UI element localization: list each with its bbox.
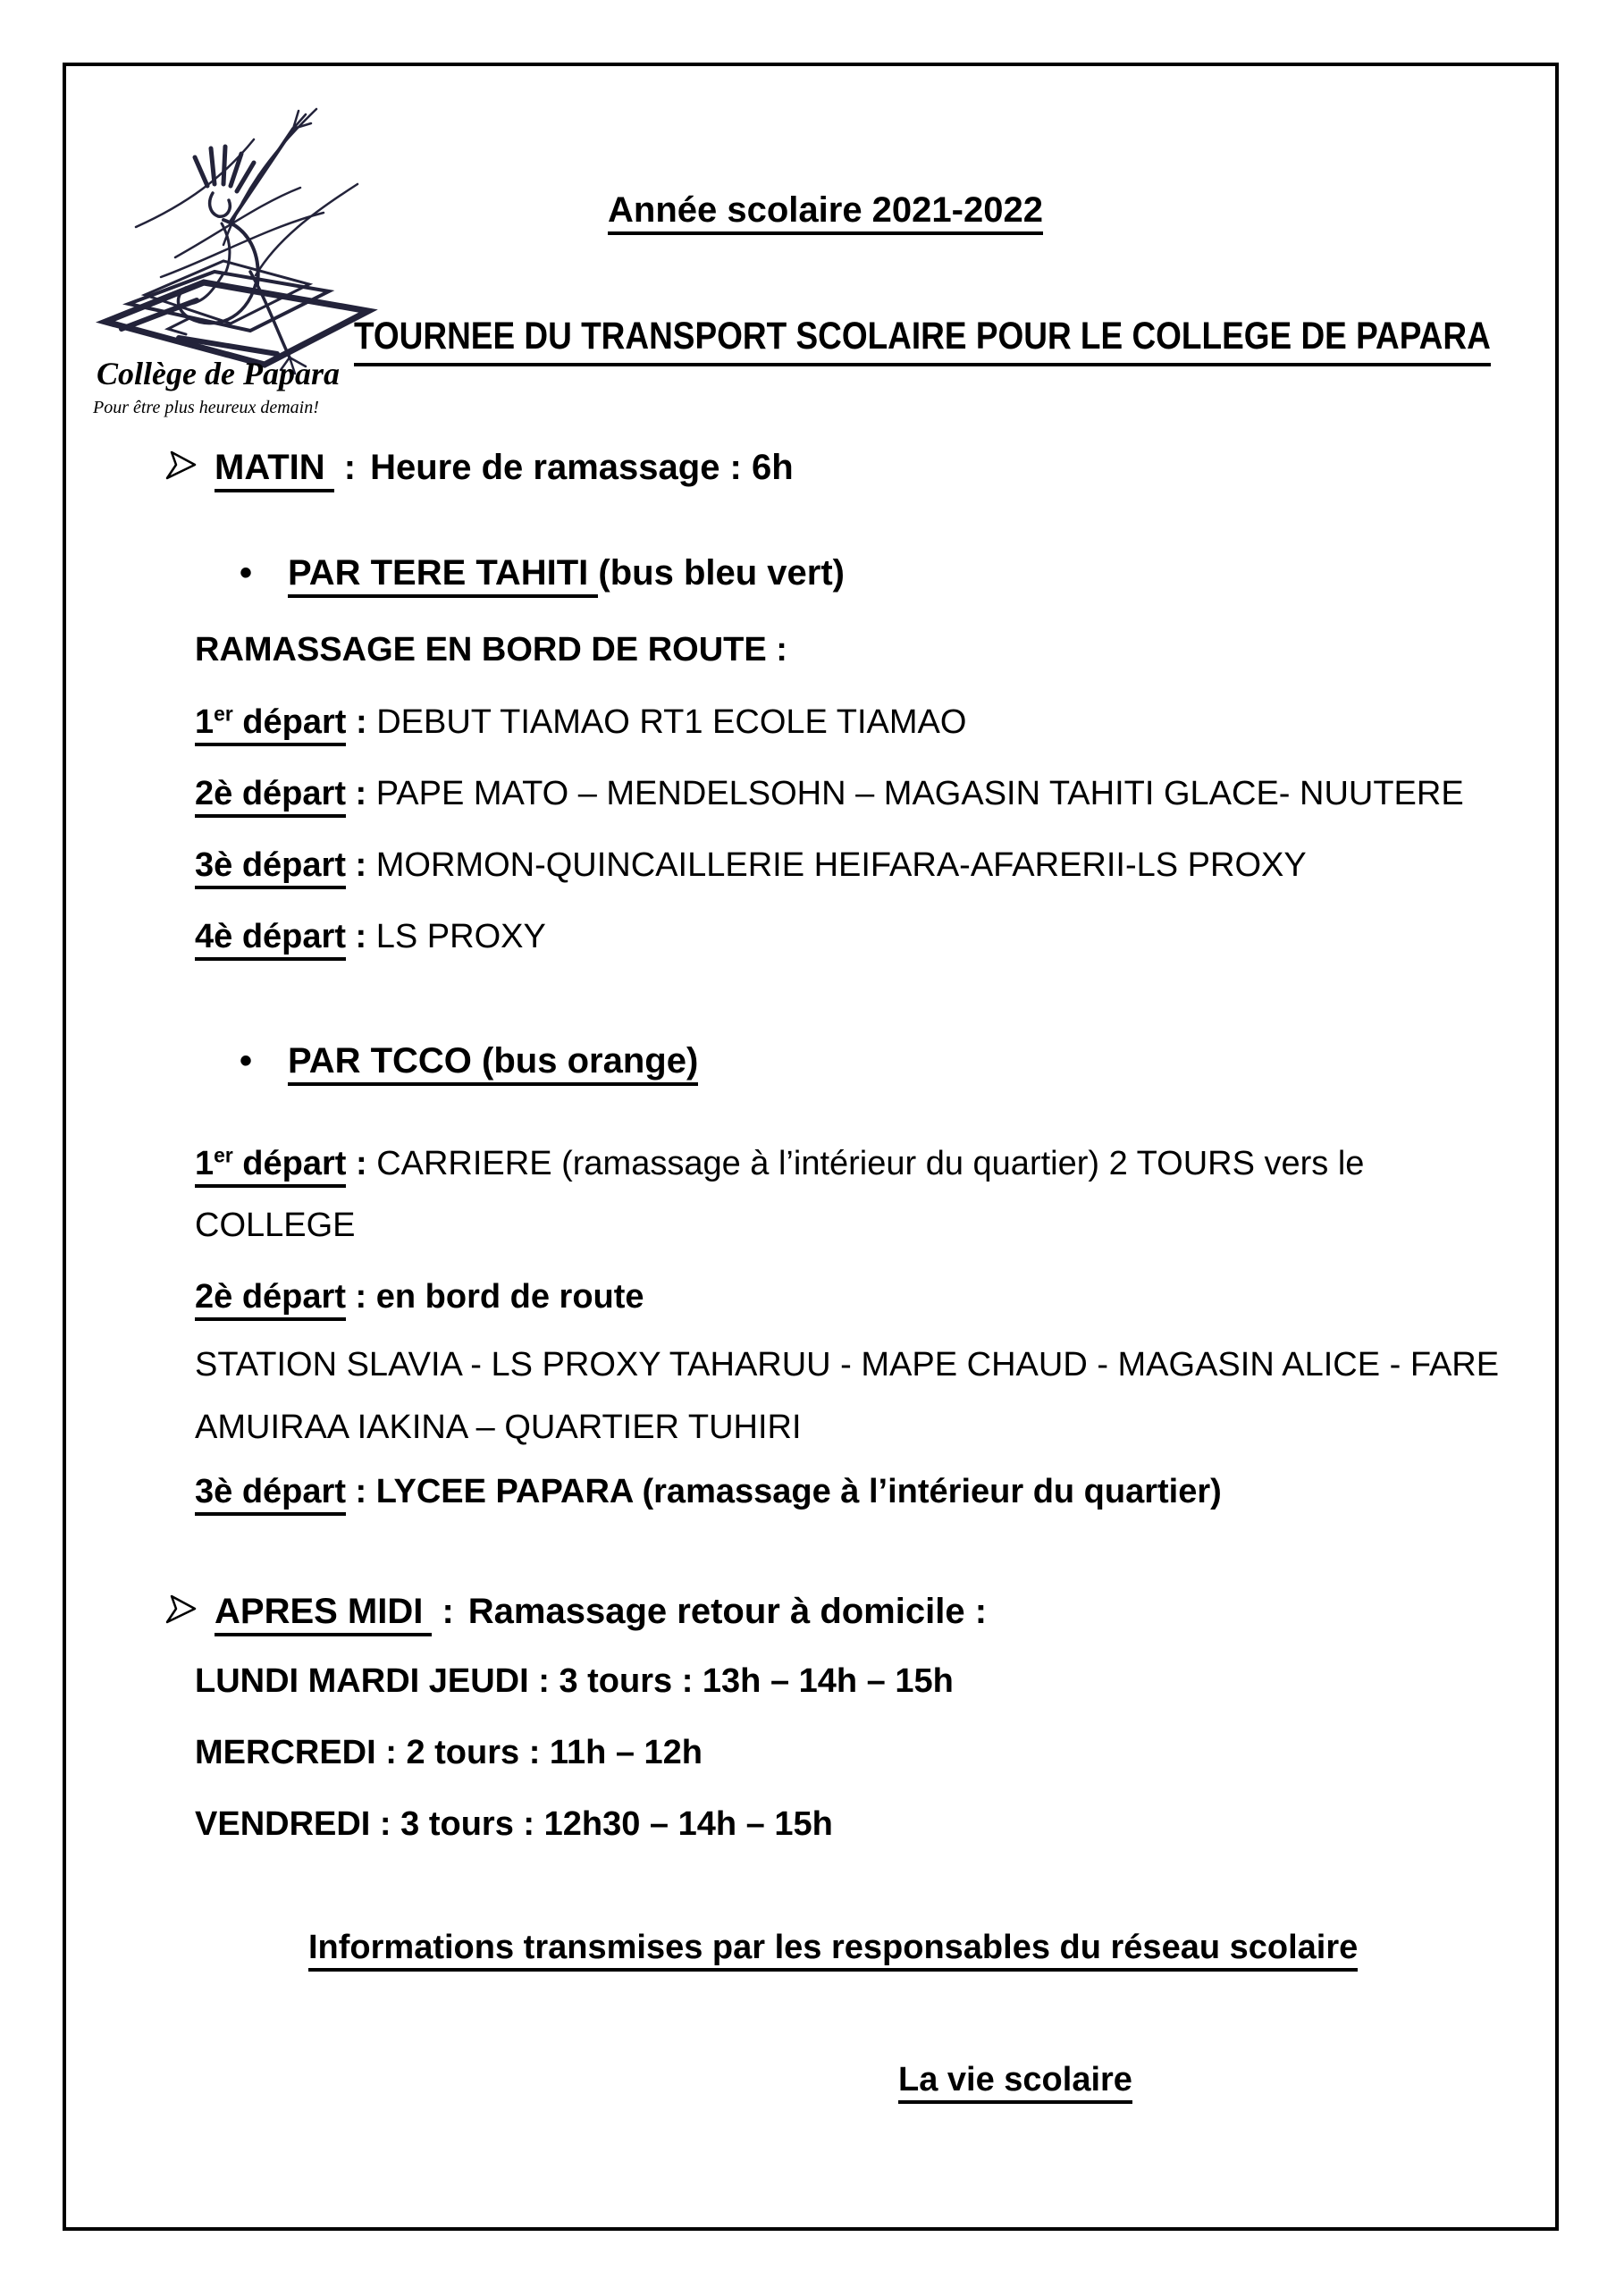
tcco-departure-1-route: CARRIERE (ramassage à l’intérieur du quartier) 2 TOURS vers le COLLEGE (195, 1145, 1365, 1244)
school-year: Année scolaire 2021-2022 (608, 188, 1043, 232)
morning-heading-label: MATIN (215, 448, 334, 492)
tere-tahiti-title: PAR TERE TAHITI (288, 553, 598, 598)
departure-4-route: LS PROXY (375, 918, 546, 955)
document-title: TOURNEE DU TRANSPORT SCOLAIRE POUR LE COLLEGE DE PAPARA (354, 313, 1624, 366)
afternoon-heading (163, 1589, 987, 1634)
departure-1: 1er départ : DEBUT TIAMAO RT1 ECOLE TIAMAO (195, 702, 966, 744)
signature: La vie scolaire (898, 2059, 1132, 2102)
school-logo-illustration (105, 109, 368, 374)
tcco-departure-3-route: LYCEE PAPARA (ramassage à l’intérieur du quartier) (375, 1473, 1222, 1510)
school-motto: Pour être plus heureux demain! (93, 398, 319, 417)
morning-heading-colon: : (333, 448, 357, 487)
roadside-stops: STATION SLAVIA - LS PROXY TAHARUU - MAPE CHAUD - MAGASIN ALICE - FARE AMUIRAA IAKINA – QUARTIER TUHIRI (195, 1346, 1500, 1446)
tcco-departure-3: 3è départ : LYCEE PAPARA (ramassage à l’intérieur du quartier) (195, 1471, 1222, 1514)
departure-1-label: 1er départ (195, 703, 346, 746)
morning-heading-text: Heure de ramassage : 6h (370, 448, 794, 487)
tere-tahiti-note: (bus bleu vert) (598, 553, 845, 593)
tcco-departure-1: 1er départ : CARRIERE (ramassage à l’intérieur du quartier) 2 TOURS vers le COLLEGE (195, 1143, 1365, 1244)
info-note: Informations transmises par les responsables du réseau scolaire (308, 1927, 1358, 1970)
departure-3-label: 3è départ (195, 846, 346, 889)
afternoon-heading-text: Ramassage retour à domicile : (467, 1592, 988, 1631)
schedule-friday: VENDREDI : 3 tours : 12h30 – 14h – 15h (195, 1805, 833, 1843)
tere-tahiti-bullet (240, 551, 845, 595)
departure-3: 3è départ : MORMON-QUINCAILLERIE HEIFARA-AFARERII-LS PROXY (195, 845, 1307, 887)
morning-heading (163, 445, 794, 490)
bullet-icon: • (240, 1041, 253, 1081)
tcco-departure-2: 2è départ : en bord de route (195, 1276, 644, 1319)
departure-3-route: MORMON-QUINCAILLERIE HEIFARA-AFARERII-LS PROXY (375, 846, 1307, 884)
schedule-wednesday: MERCREDI : 2 tours : 11h – 12h (195, 1734, 703, 1771)
departure-1-route: DEBUT TIAMAO RT1 ECOLE TIAMAO (376, 703, 967, 741)
tcco-title: PAR TCCO (bus orange) (288, 1041, 698, 1086)
school-logo (89, 70, 393, 427)
departure-2-route: PAPE MATO – MENDELSOHN – MAGASIN TAHITI GLACE- NUUTERE (375, 775, 1464, 812)
tcco-departure-1-label: 1er départ (195, 1145, 346, 1188)
schedule-monday-tuesday-thursday: LUNDI MARDI JEUDI : 3 tours : 13h – 14h – 15h (195, 1662, 954, 1700)
roadside-pickup-heading: RAMASSAGE EN BORD DE ROUTE : (195, 631, 787, 669)
school-name: Collège de Papara (97, 356, 340, 391)
bullet-icon: • (240, 553, 253, 593)
tcco-bullet (240, 1039, 698, 1083)
departure-4: 4è départ : LS PROXY (195, 916, 546, 959)
departure-4-label: 4è départ (195, 918, 346, 961)
arrow-right-icon (163, 450, 198, 482)
afternoon-heading-colon: : (432, 1592, 454, 1631)
departure-2: 2è départ : PAPE MATO – MENDELSOHN – MAGASIN TAHITI GLACE- NUUTERE (195, 773, 1464, 816)
tcco-departure-3-label: 3è départ (195, 1473, 346, 1516)
departure-2-label: 2è départ (195, 775, 346, 818)
tcco-departure-2-label: 2è départ (195, 1278, 346, 1321)
afternoon-heading-label: APRES MIDI (215, 1592, 432, 1636)
tcco-departure-2-route: en bord de route (375, 1278, 644, 1316)
arrow-right-icon (163, 1594, 198, 1626)
